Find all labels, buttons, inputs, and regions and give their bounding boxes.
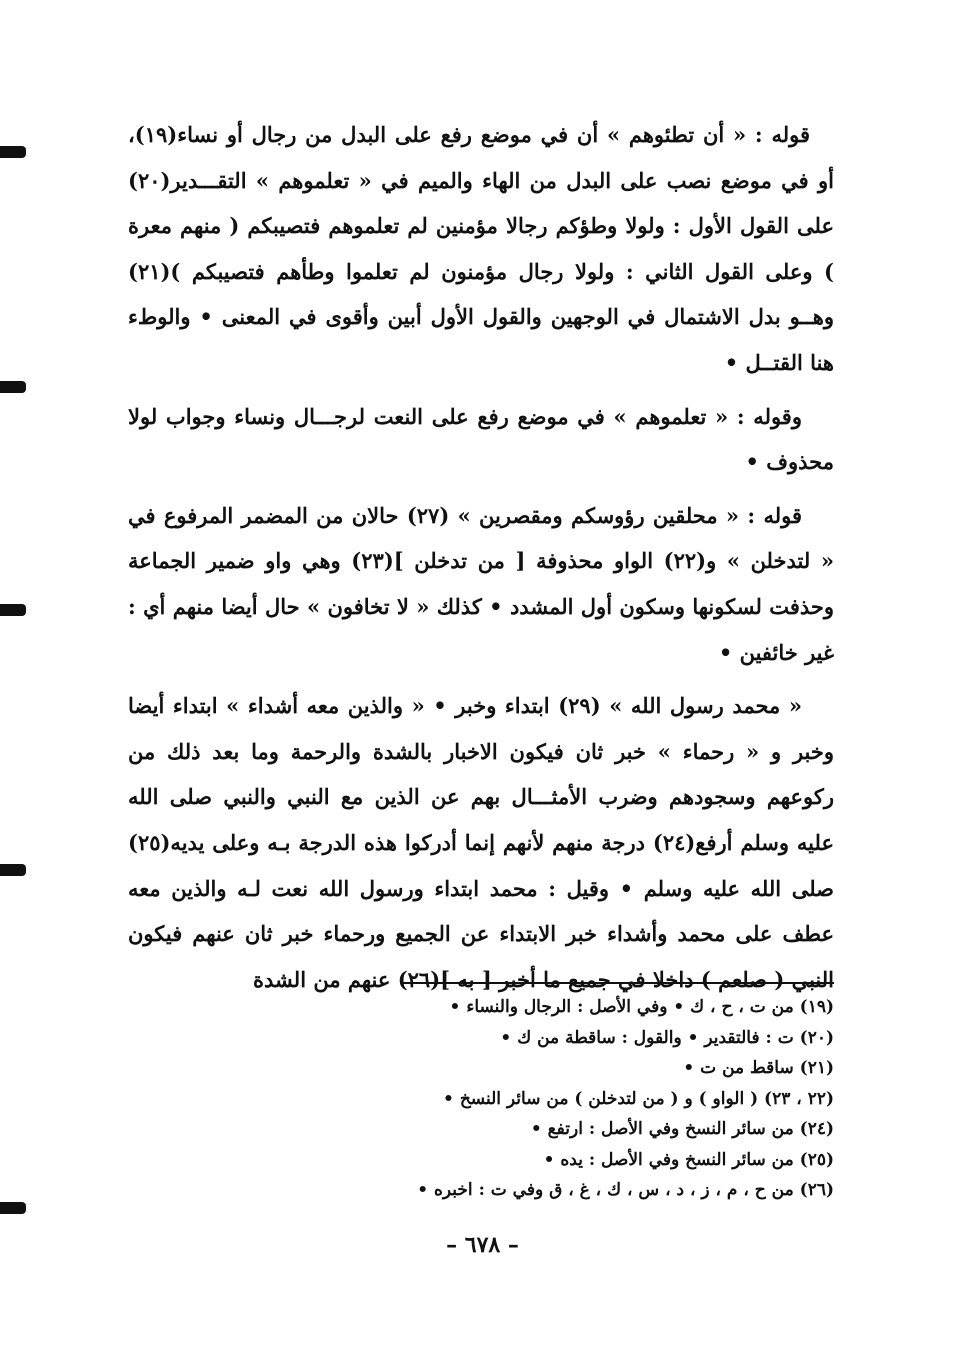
paragraph-3: قوله : « محلقين رؤوسكم ومقصرين » (٢٧) حالان من المضمر المرفوع في « لتدخلن » و(٢٢) الواو محذوفة [ من تدخلن ](٢٣) وهي واو ضمير الجماعة وحذفت لسكونها وسكون أول المشدد • كذلك « لا تخافون » حال أيضا منهم أي : غير خائفين • — [128, 502, 834, 665]
binding-mark-4 — [0, 864, 26, 876]
main-text — [128, 112, 834, 1010]
paragraph-2: وقوله : « تعلموهم » في موضع رفع على النعت لرجـــال ونساء وجواب لولا محذوف • — [128, 403, 834, 475]
footnote-divider — [400, 982, 834, 984]
footnote-20: (٢٠) ت : فالتقدير • والقول : ساقطة من ك • — [500, 1027, 834, 1048]
binding-mark-3 — [0, 604, 26, 616]
paragraph-1: قوله : « أن تطئوهم » أن في موضع رفع على البدل من رجال أو نساء(١٩)، أو في موضع نصب على البدل من الهاء والميم في « تعلموهم » التقـــدير(٢٠) على القول الأول : ولولا وطؤكم رجالا مؤمنين لم تعلموهم فتصيبكم ( منهم معرة ) وعلى القول الثاني : ولولا رجال مؤمنون لم تعلموا وطأهم فتصيبكم )(٢١) وهــو بدل الاشتمال في الوجهين والقول الأول أبين وأقوى في المعنى • والوطء هنا القتــل • — [128, 122, 834, 375]
binding-mark-1 — [0, 146, 26, 158]
footnote-26: (٢٦) من ح ، م ، ز ، د ، س ، ك ، غ ، ق وفي ت : اخبره • — [417, 1180, 834, 1200]
footnotes — [260, 992, 834, 1206]
footnote-22-23: (٢٢ ، ٢٣) ( الواو ) و ( من لتدخلن ) من سائر النسخ • — [443, 1088, 834, 1109]
page-number: – ٦٧٨ – — [446, 1232, 519, 1258]
footnote-21: (٢١) ساقط من ت • — [683, 1058, 834, 1078]
paragraph-4: « محمد رسول الله » (٢٩) ابتداء وخبر • « والذين معه أشداء » ابتداء أيضا وخبر و « رحماء » خبر ثان فيكون الاخبار بالشدة والرحمة وما بعد ذلك من ركوعهم وسجودهم وضرب الأمثـــال بهم عن الذين مع النبي والنبي صلى الله عليه وسلم أرفع(٢٤) درجة منهم لأنهم إنما أدركوا هذه الدرجة بـه وعلى يديه(٢٥) صلى الله عليه وسلم • وقيل : محمد ابتداء ورسول الله نعت لـه والذين معه عطف على محمد وأشداء خبر الابتداء عن الجميع ورحماء خبر ثان عنهم فيكون النبي ( صلعم ) داخلا في جميع ما أخبر [ به ](٢٦) عنهم من الشدة — [128, 693, 834, 992]
footnote-19: (١٩) من ت ، ح ، ك • وفي الأصل : الرجال والنساء • — [449, 997, 834, 1017]
binding-mark-5 — [0, 1202, 26, 1214]
binding-mark-2 — [0, 381, 26, 393]
footnote-25: (٢٥) من سائر النسخ وفي الأصل : يده • — [543, 1149, 834, 1170]
footnote-24: (٢٤) من سائر النسخ وفي الأصل : ارتفع • — [530, 1119, 834, 1139]
